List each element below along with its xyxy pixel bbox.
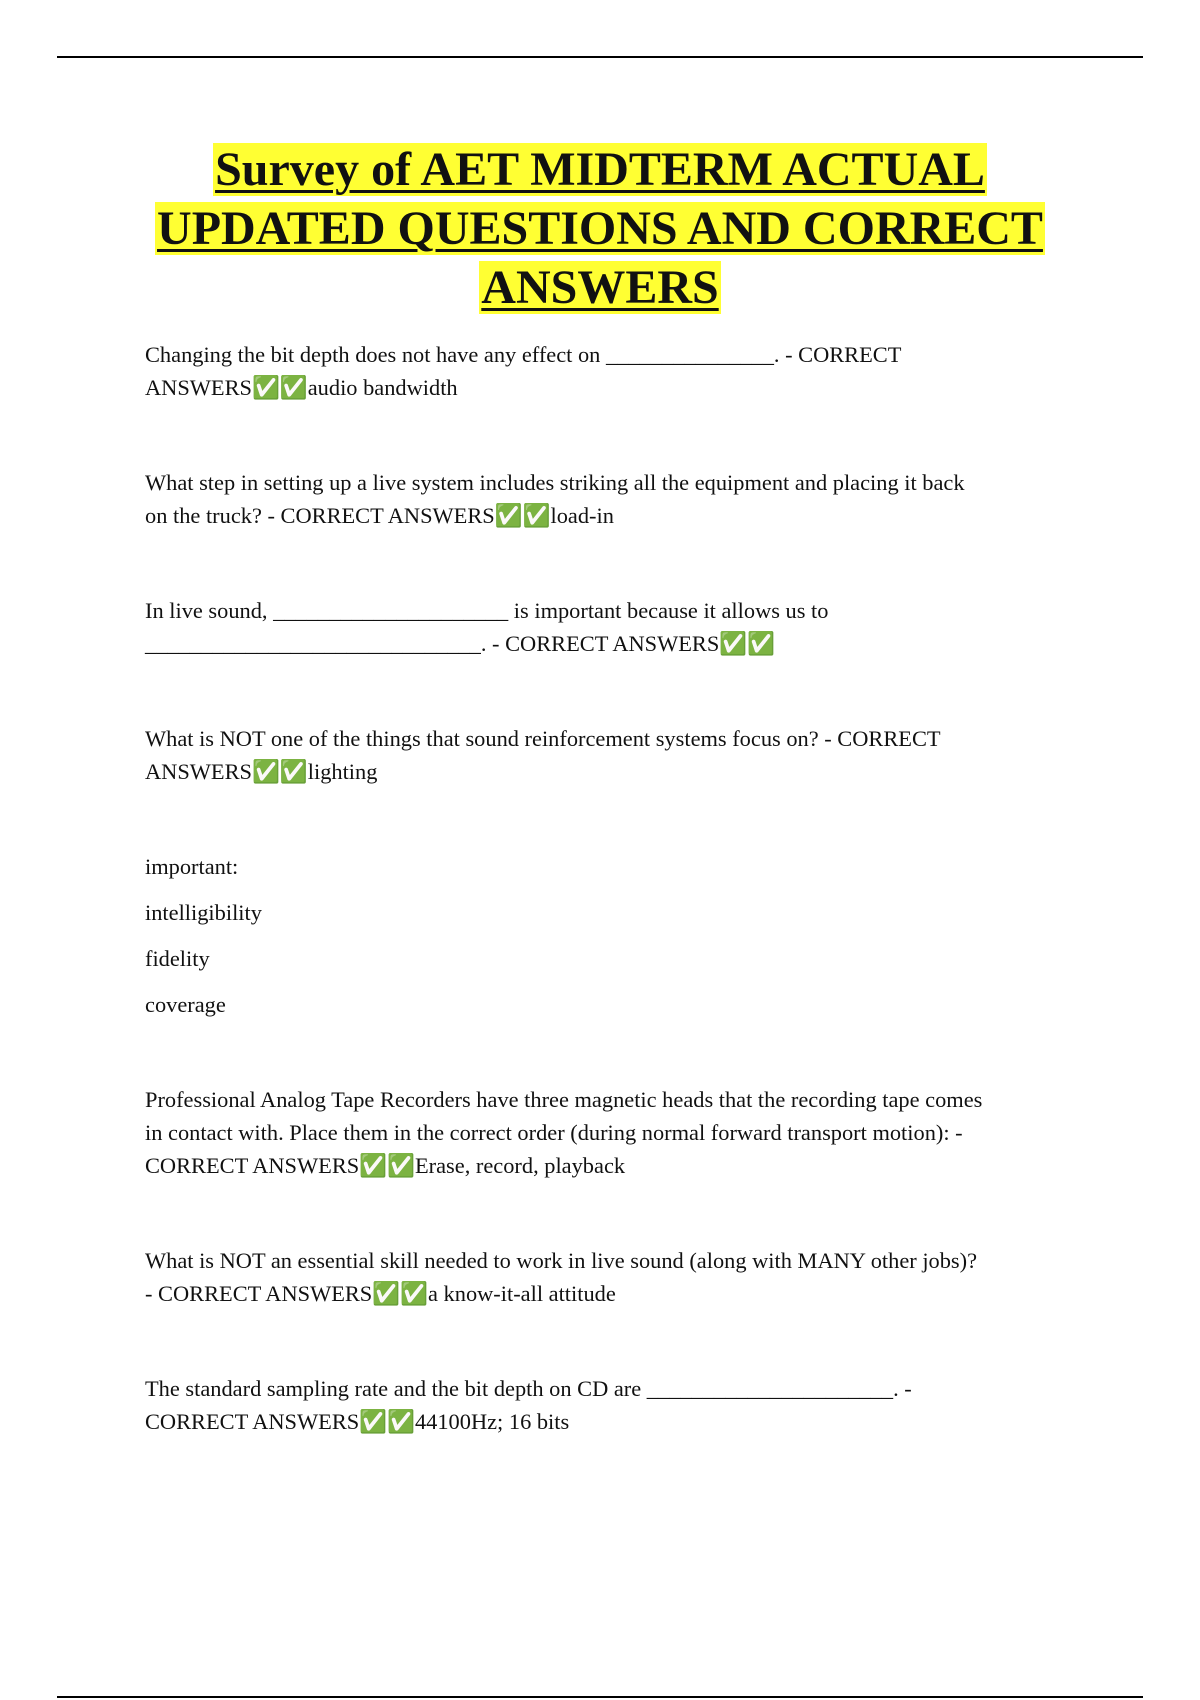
list-item: important: (145, 854, 239, 879)
document-title (100, 140, 1100, 317)
qa-item-live-sound-importance: In live sound, _____________________ is important because it allows us to ______________________________. - CORRECT ANSWERS✅✅ (145, 598, 829, 656)
document-body (145, 338, 1065, 1438)
list-item: fidelity (145, 946, 210, 971)
qa-item-tape-heads: Professional Analog Tape Recorders have three magnetic heads that the recording tape comes in contact with. Place them in the correct order (during normal forward transport motion): - CORRECT ANSWERS✅✅Erase, record, playback (145, 1087, 983, 1178)
title-line-3: ANSWERS (481, 261, 719, 314)
qa-item-live-system-step: What step in setting up a live system includes striking all the equipment and placing it back on the truck? - CORRECT ANSWERS✅✅load-in (145, 470, 965, 528)
qa-item-sound-reinforcement-focus: What is NOT one of the things that sound reinforcement systems focus on? - CORRECT ANSWERS✅✅lighting (145, 726, 941, 784)
qa-item-bit-depth: Changing the bit depth does not have any effect on _______________. - CORRECT ANSWERS✅✅audio bandwidth (145, 342, 902, 400)
list-item: intelligibility (145, 900, 262, 925)
top-rule (57, 56, 1143, 58)
title-line-2: UPDATED QUESTIONS AND CORRECT (157, 202, 1043, 255)
qa-item-cd-standard: The standard sampling rate and the bit depth on CD are ______________________. - CORRECT ANSWERS✅✅44100Hz; 16 bits (145, 1376, 912, 1434)
title-line-1: Survey of AET MIDTERM ACTUAL (215, 143, 985, 196)
list-item: coverage (145, 992, 226, 1017)
bottom-rule (57, 1696, 1143, 1698)
important-list (145, 850, 1065, 1021)
qa-item-essential-skill: What is NOT an essential skill needed to work in live sound (along with MANY other jobs)? - CORRECT ANSWERS✅✅a know-it-all attitude (145, 1248, 978, 1306)
